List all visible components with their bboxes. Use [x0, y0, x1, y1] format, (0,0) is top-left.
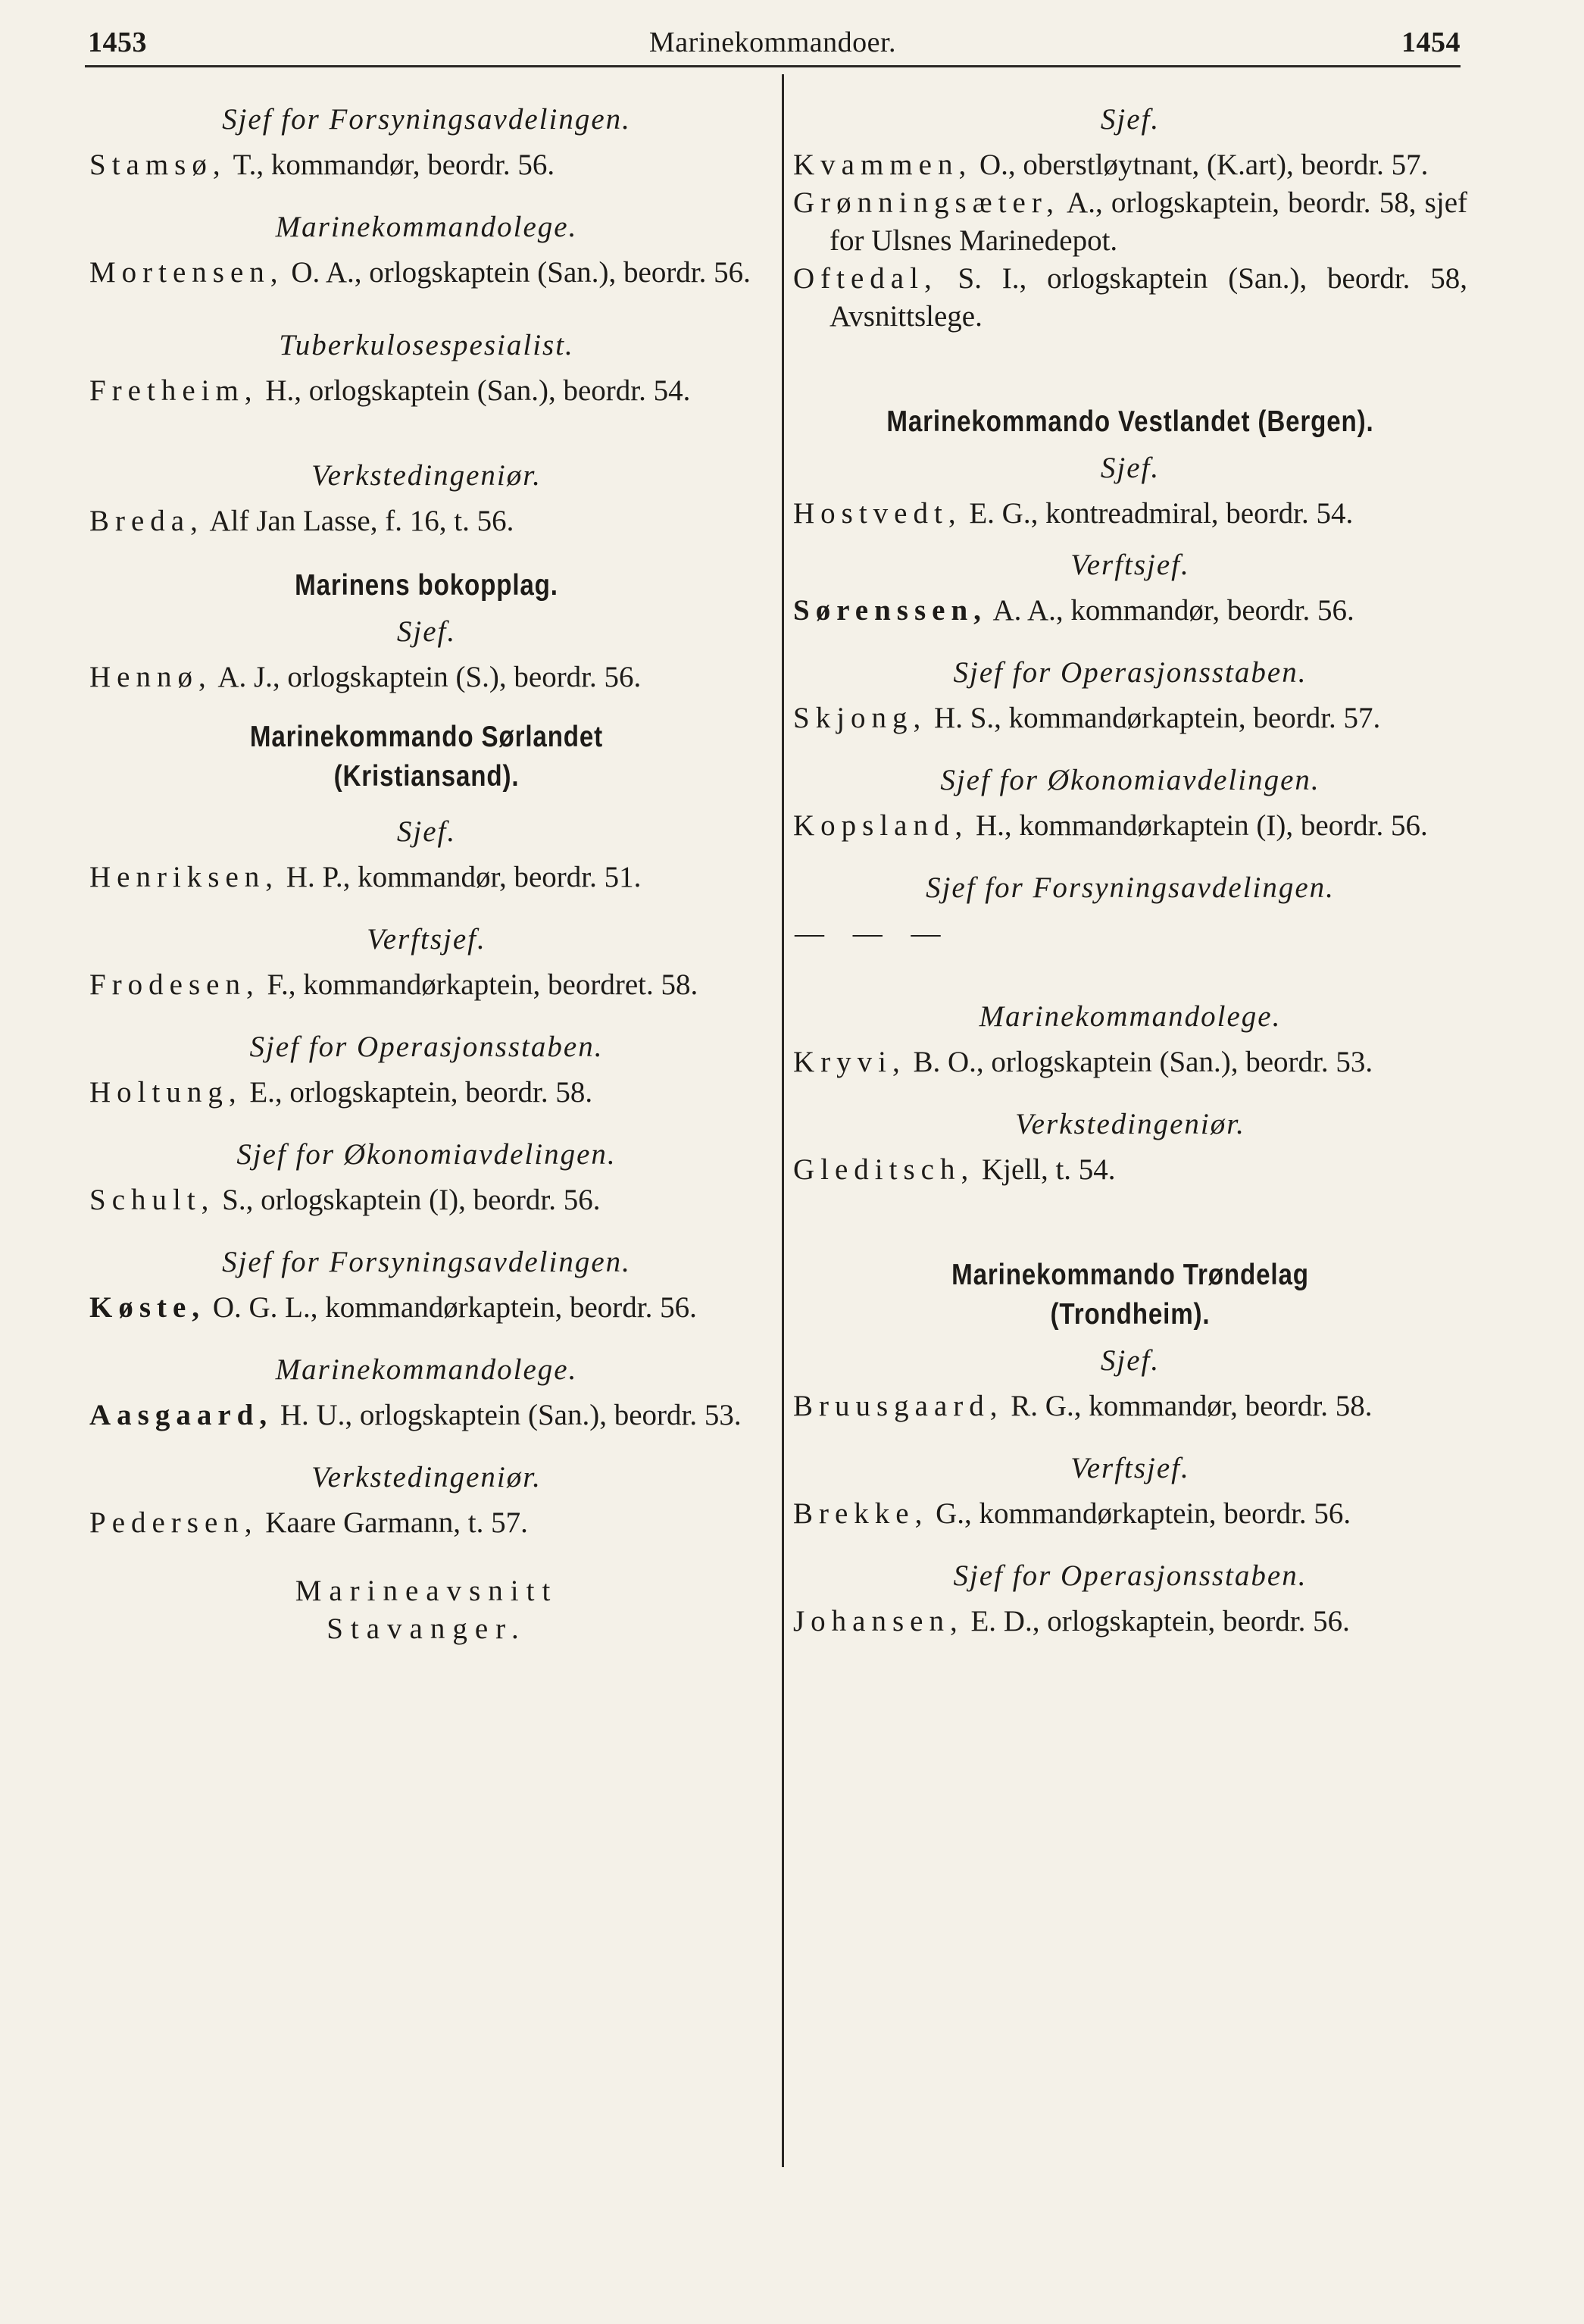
page-number-right: 1454: [1401, 27, 1461, 58]
entry-details: H. P., kommandør, beordr. 51.: [279, 861, 642, 893]
entry-details: H. S., kommandørkaptein, beordr. 57.: [926, 702, 1381, 734]
entry-details: A., orlogskaptein, beordr. 58, sjef for Ulsnes Marinedepot.: [829, 186, 1467, 257]
heading: Verftsjef.: [1070, 549, 1190, 581]
entry-name: Hostvedt,: [793, 497, 962, 530]
section-title: Marinens bokopplag.: [295, 569, 558, 602]
entry-details: S., orlogskaptein (I), beordr. 56.: [214, 1184, 601, 1216]
heading: Marinekommandolege.: [979, 1000, 1282, 1033]
entry-name: Oftedal,: [793, 262, 938, 295]
entry-name: Schult,: [89, 1184, 215, 1216]
left-column: [89, 80, 764, 1648]
entry-name: Holtung,: [89, 1076, 242, 1109]
entry-details: Kjell, t. 54.: [974, 1153, 1116, 1186]
entry-name: Gleditsch,: [793, 1153, 975, 1186]
dash-placeholder: — — —: [795, 917, 951, 949]
entry-details: A. A., kommandør, beordr. 56.: [986, 594, 1354, 627]
entry-name: Kryvi,: [793, 1046, 906, 1078]
entry-name: Breda,: [89, 505, 204, 537]
entry-name: Fretheim,: [89, 374, 258, 407]
entry: [89, 254, 764, 292]
heading: Marinekommandolege.: [275, 1353, 578, 1386]
heading: Sjef for Økonomiavdelingen.: [236, 1138, 617, 1171]
entry: [793, 1603, 1467, 1641]
entry-details: E. G., kontreadmiral, beordr. 54.: [961, 497, 1354, 530]
entry-details: A. J., orlogskaptein (S.), beordr. 56.: [211, 661, 642, 693]
entry-name: Henriksen,: [89, 861, 280, 893]
entry-name: Hennø,: [89, 661, 212, 693]
section-title-line: Marinekommando Sørlandet: [249, 721, 604, 753]
entry: [89, 859, 764, 896]
heading: Sjef for Forsyningsavdelingen.: [222, 103, 631, 136]
running-title: Marinekommandoer.: [648, 27, 897, 58]
entry: [793, 1387, 1467, 1425]
entry-details: F., kommandørkaptein, beordret. 58.: [259, 968, 698, 1001]
entry-name: Stamsø,: [89, 149, 227, 181]
heading: Sjef for Forsyningsavdelingen.: [926, 871, 1335, 904]
entry-name: Johansen,: [793, 1605, 964, 1637]
heading: Sjef.: [1100, 103, 1161, 136]
entry: [89, 372, 764, 410]
entry: [89, 1397, 764, 1434]
page-header: [85, 20, 1461, 65]
entry-details: E., orlogskaptein, beordr. 58.: [242, 1076, 593, 1109]
entry: [793, 699, 1467, 737]
section-title: [844, 1256, 1417, 1334]
entry-name: Brekke,: [793, 1497, 929, 1530]
entry-name: Pedersen,: [89, 1506, 258, 1539]
entry-details: T., kommandør, beordr. 56.: [226, 149, 555, 181]
entry-details: Alf Jan Lasse, f. 16, t. 56.: [203, 505, 514, 537]
heading: Sjef for Operasjonsstaben.: [953, 1559, 1308, 1592]
entry: [89, 1289, 764, 1327]
heading: Sjef for Operasjonsstaben.: [249, 1031, 604, 1063]
entry: [89, 1504, 764, 1542]
entry-details: G., kommandørkaptein, beordr. 56.: [928, 1497, 1351, 1530]
entry-name: Køste,: [89, 1291, 206, 1324]
heading: Verkstedingeniør.: [311, 1461, 542, 1494]
entry-name: Skjong,: [793, 702, 927, 734]
entry-details: H., kommandørkaptein (I), beordr. 56.: [968, 809, 1428, 842]
entry-details: O. A., orlogskaptein (San.), beordr. 56.: [283, 256, 751, 289]
entry: [793, 495, 1467, 533]
entry: [793, 807, 1467, 845]
entry-name: Aasgaard,: [89, 1399, 273, 1431]
entry: [89, 146, 764, 184]
entry: [89, 1181, 764, 1219]
entry-details: B. O., orlogskaptein (San.), beordr. 53.: [905, 1046, 1373, 1078]
entry: [89, 1074, 764, 1112]
entry-details: O., oberstløytnant, (K.art), beordr. 57.: [972, 149, 1429, 181]
entry-name: Sørenssen,: [793, 594, 987, 627]
entry: [793, 1495, 1467, 1533]
heading: Sjef for Økonomiavdelingen.: [940, 764, 1320, 796]
entry-details: Kaare Garmann, t. 57.: [258, 1506, 528, 1539]
entry-name: Grønningsæter,: [793, 186, 1060, 219]
entry-name: Bruusgaard,: [793, 1390, 1004, 1422]
entry: [793, 1151, 1467, 1189]
section-title: [140, 718, 714, 796]
entry-name: Mortensen,: [89, 256, 284, 289]
entry-details: S. I., orlogskaptein (San.), beordr. 58, Avsnittslege.: [829, 262, 1467, 333]
entry: [89, 502, 764, 540]
entry: [89, 966, 764, 1004]
entry: [793, 146, 1467, 184]
heading: Tuberkulosespesialist.: [279, 329, 574, 361]
column-divider: [782, 74, 784, 2167]
section-title-line: (Kristiansand).: [333, 760, 520, 793]
heading: Marinekommandolege.: [275, 211, 578, 243]
section-title-line: (Trondheim).: [1050, 1298, 1211, 1331]
entry: [793, 184, 1467, 260]
entry-details: R. G., kommandør, beordr. 58.: [1003, 1390, 1373, 1422]
heading: Sjef for Operasjonsstaben.: [953, 656, 1308, 689]
entry-name: Kopsland,: [793, 809, 969, 842]
heading: Verftsjef.: [1070, 1452, 1190, 1484]
entry: [793, 592, 1467, 630]
heading: Sjef.: [1100, 1344, 1161, 1377]
right-column: [793, 80, 1467, 1641]
section-title-line: Marinekommando Trøndelag: [951, 1259, 1309, 1291]
heading: Sjef.: [396, 815, 457, 848]
heading: Sjef.: [396, 615, 457, 648]
entry-details: E. D., orlogskaptein, beordr. 56.: [963, 1605, 1350, 1637]
page-number-left: 1453: [88, 27, 147, 58]
entry: [89, 658, 764, 696]
entry-name: Frodesen,: [89, 968, 260, 1001]
entry-details: H. U., orlogskaptein (San.), beordr. 53.: [273, 1399, 742, 1431]
entry: [793, 1043, 1467, 1081]
heading: Verkstedingeniør.: [311, 459, 542, 492]
section-title: Marinekommando Vestlandet (Bergen).: [886, 405, 1374, 438]
subsection-title: Marineavsnitt: [295, 1575, 558, 1607]
heading: Verftsjef.: [367, 923, 486, 956]
entry-details: O. G. L., kommandørkaptein, beordr. 56.: [205, 1291, 697, 1324]
entry: [793, 260, 1467, 336]
subsection-title: Stavanger.: [326, 1612, 526, 1645]
entry-name: Kvammen,: [793, 149, 973, 181]
header-rule: [85, 65, 1461, 67]
heading: Verkstedingeniør.: [1015, 1108, 1245, 1140]
heading: Sjef for Forsyningsavdelingen.: [222, 1246, 631, 1278]
heading: Sjef.: [1100, 452, 1161, 484]
entry-details: H., orlogskaptein (San.), beordr. 54.: [258, 374, 691, 407]
